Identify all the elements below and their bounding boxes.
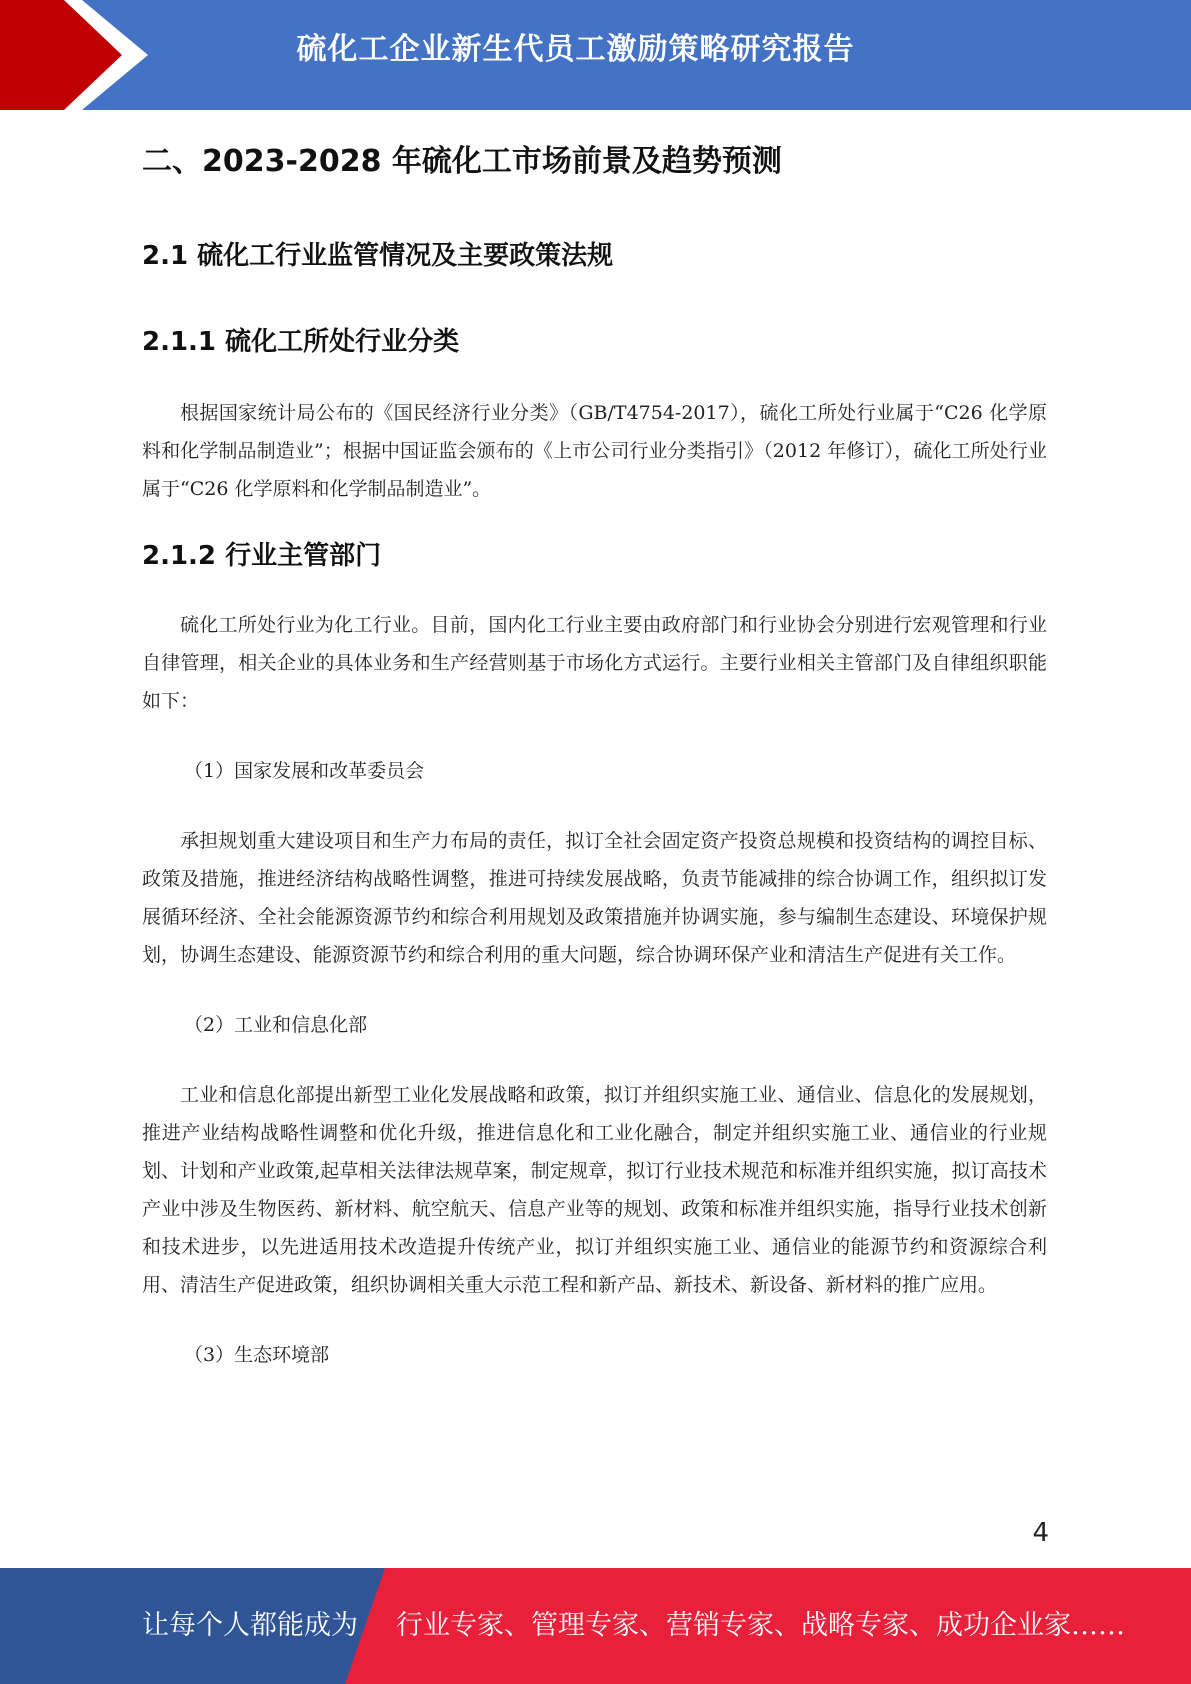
paragraph-classification: 根据国家统计局公布的《国民经济行业分类》（GB/T4754-2017），硫化工所处行业属于“C26 化学原料和化学制品制造业”；根据中国证监会颁布的《上市公司行业分类指引》（2012 年修订），硫化工所处行业属于“C26 化学原料和化学制品制造业”。 xyxy=(142,402,1047,500)
header-banner xyxy=(0,0,1191,110)
footer-slogan-right: 行业专家、管理专家、营销专家、战略专家、成功企业家…… xyxy=(396,1610,1125,1641)
page-number: 4 xyxy=(1032,1518,1049,1548)
list-item-mee: （3）生态环境部 xyxy=(184,1344,330,1366)
list-item-ndrc: （1）国家发展和改革委员会 xyxy=(184,760,425,782)
footer-slogan-left: 让每个人都能成为 xyxy=(142,1610,358,1641)
section-heading-2-1: 2.1 硫化工行业监管情况及主要政策法规 xyxy=(142,241,614,271)
red-chevron-arrow-icon xyxy=(0,0,160,110)
document-body xyxy=(142,138,1047,1374)
paragraph-authority: 硫化工所处行业为化工行业。目前，国内化工行业主要由政府部门和行业协会分别进行宏观管理和行业自律管理，相关企业的具体业务和生产经营则基于市场化方式运行。主要行业相关主管部门及自律组织职能如下： xyxy=(142,614,1047,712)
subsection-heading-2-1-1: 2.1.1 硫化工所处行业分类 xyxy=(142,327,460,357)
report-title: 硫化工企业新生代员工激励策略研究报告 xyxy=(296,32,855,67)
paragraph-ndrc: 承担规划重大建设项目和生产力布局的责任，拟订全社会固定资产投资总规模和投资结构的调控目标、政策及措施，推进经济结构战略性调整，推进可持续发展战略，负责节能减排的综合协调工作，组织拟订发展循环经济、全社会能源资源节约和综合利用规划及政策措施并协调实施，参与编制生态建设、环境保护规划，协调生态建设、能源资源节约和综合利用的重大问题，综合协调环保产业和清洁生产促进有关工作。 xyxy=(142,830,1047,966)
paragraph-miit: 工业和信息化部提出新型工业化发展战略和政策，拟订并组织实施工业、通信业、信息化的发展规划，推进产业结构战略性调整和优化升级，推进信息化和工业化融合，制定并组织实施工业、通信业的行业规划、计划和产业政策,起草相关法律法规草案，制定规章，拟订行业技术规范和标准并组织实施，拟订高技术产业中涉及生物医药、新材料、航空航天、信息产业等的规划、政策和标准并组织实施，指导行业技术创新和技术进步，以先进适用技术改造提升传统产业，拟订并组织实施工业、通信业的能源节约和资源综合利用、清洁生产促进政策，组织协调相关重大示范工程和新产品、新技术、新设备、新材料的推广应用。 xyxy=(142,1084,1047,1296)
chapter-heading: 二、2023-2028 年硫化工市场前景及趋势预测 xyxy=(142,144,782,179)
footer-banner xyxy=(0,1568,1191,1684)
list-item-miit: （2）工业和信息化部 xyxy=(184,1014,368,1036)
subsection-heading-2-1-2: 2.1.2 行业主管部门 xyxy=(142,541,382,571)
